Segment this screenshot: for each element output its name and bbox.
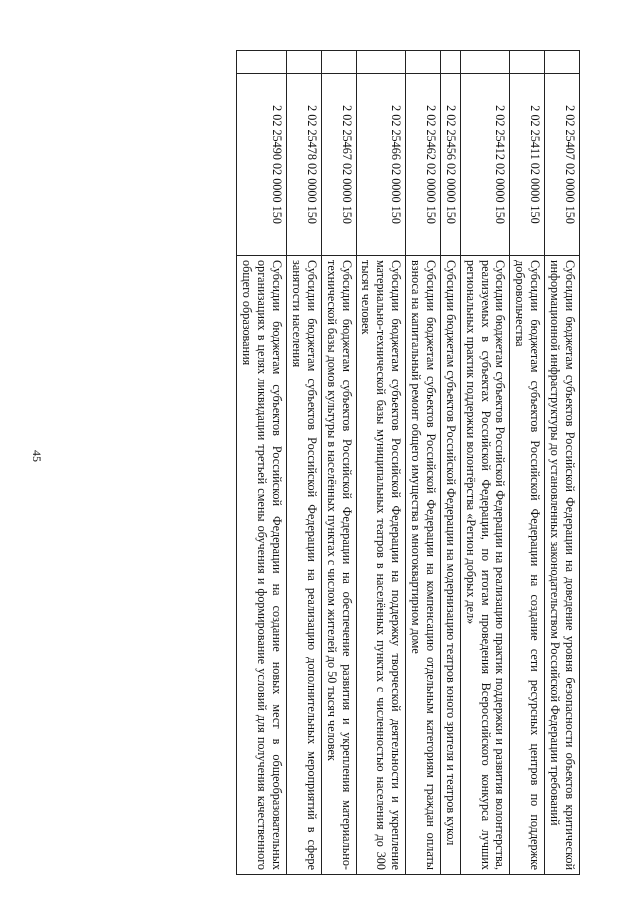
table-cell-code: 2 02 25412 02 0000 150: [460, 74, 510, 256]
table-row: [545, 51, 580, 875]
table-row: [406, 51, 441, 875]
table-row: [287, 51, 322, 875]
table-cell-code: 2 02 25478 02 0000 150: [287, 74, 322, 256]
table-cell-code: 2 02 25467 02 0000 150: [321, 74, 356, 256]
table-cell-name: Субсидии бюджетам субъектов Российской Федерации на реализацию практик поддержки и развития волонтерства, реализуемых в субъектах Российской Федерации, по итогам проведения Всероссийского конкурса лучших региональных практик поддержки волонтёрства «Регион добрых дел»: [460, 256, 510, 875]
table-cell-blank: [237, 51, 287, 74]
rotated-table-container: [90, 50, 580, 875]
table-cell-name: Субсидии бюджетам субъектов Российской Федерации на обеспечение развития и укрепления материально-технической базы домов культуры в населённых пунктах с числом жителей до 50 тысяч человек: [321, 256, 356, 875]
table-cell-blank: [356, 51, 406, 74]
table-cell-blank: [321, 51, 356, 74]
table-cell-name: Субсидии бюджетам субъектов Российской Федерации на создание сети ресурсных центров по поддержке добровольчества: [510, 256, 545, 875]
table-cell-name: Субсидии бюджетам субъектов Российской Федерации на компенсацию отдельным категориям граждан оплаты взноса на капитальный ремонт общего имущества в многоквартирном доме: [406, 256, 441, 875]
table-cell-blank: [545, 51, 580, 74]
table-cell-blank: [510, 51, 545, 74]
table-cell-name: Субсидии бюджетам субъектов Российской Федерации на модернизацию театров юного зрителя и театров кукол: [441, 256, 461, 875]
table-cell-name: Субсидии бюджетам субъектов Российской Федерации на реализацию дополнительных мероприятий в сфере занятости населения: [287, 256, 322, 875]
table-row: [441, 51, 461, 875]
table-cell-blank: [441, 51, 461, 74]
table-cell-code: 2 02 25466 02 0000 150: [356, 74, 406, 256]
table-cell-code: 2 02 25411 02 0000 150: [510, 74, 545, 256]
table-row: [237, 51, 287, 875]
table-cell-code: 2 02 25490 02 0000 150: [237, 74, 287, 256]
table-row: [356, 51, 406, 875]
table-cell-blank: [406, 51, 441, 74]
table-cell-code: 2 02 25462 02 0000 150: [406, 74, 441, 256]
table-cell-blank: [287, 51, 322, 74]
budget-codes-table: [237, 50, 581, 875]
table-cell-code: 2 02 25407 02 0000 150: [545, 74, 580, 256]
table-cell-name: Субсидии бюджетам субъектов Российской Федерации на поддержку творческой деятельности и укрепление материально-технической базы муниципальных театров в населённых пунктах с численностью населения до 300 тысяч человек: [356, 256, 406, 875]
table-row: [321, 51, 356, 875]
table-row: [510, 51, 545, 875]
table-cell-name: Субсидии бюджетам субъектов Российской Федерации на доведение уровня безопасности объектов критической информационной инфраструктуры до установленных законодательством Российской Федерации требований: [545, 256, 580, 875]
table-cell-name: Субсидии бюджетам субъектов Российской Федерации на создание новых мест в общеобразовательных организациях в целях ликвидации третьей смены обучения и формирование условий для получения качественного общего образования: [237, 256, 287, 875]
table-cell-code: 2 02 25456 02 0000 150: [441, 74, 461, 256]
page-number: 45: [30, 450, 44, 462]
table-row: [460, 51, 510, 875]
table-cell-blank: [460, 51, 510, 74]
